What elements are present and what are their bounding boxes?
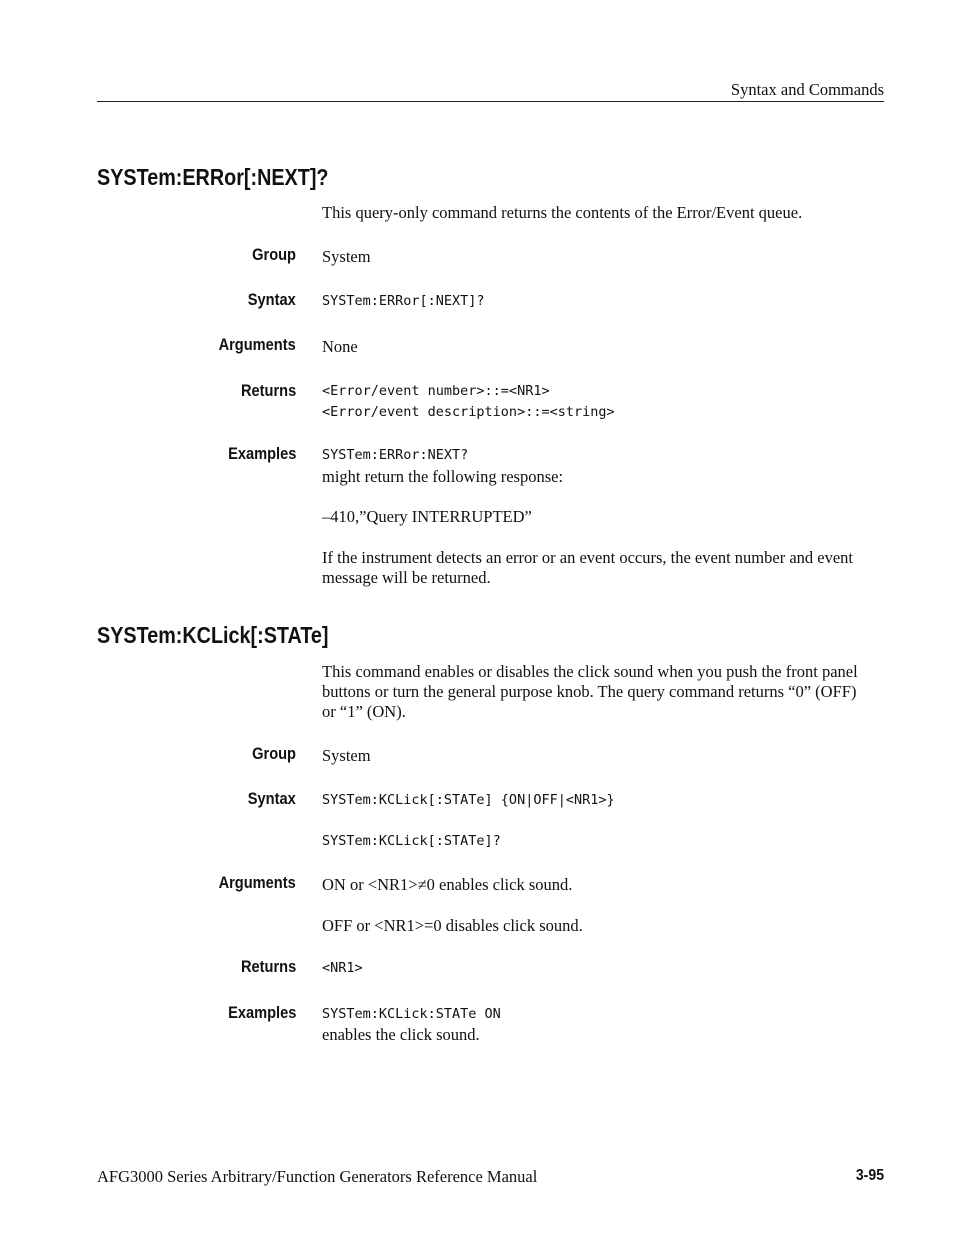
syntax-line: SYSTem:ERRor[:NEXT]? <box>322 293 485 309</box>
examples-label: Examples <box>227 1003 296 1022</box>
arguments-text: OFF or <NR1>=0 disables click sound. <box>322 916 583 935</box>
example-note: If the instrument detects an error or an event occurs, the event number and event <box>322 548 853 567</box>
command-description: buttons or turn the general purpose knob. The query command returns “0” (OFF) <box>322 682 857 701</box>
arguments-text: ON or <NR1>≠0 enables click sound. <box>322 875 573 894</box>
syntax-label: Syntax <box>248 290 296 309</box>
command-heading-error: SYSTem:ERRor[:NEXT]? <box>97 164 329 190</box>
example-code: SYSTem:KCLick:STATe ON <box>322 1006 501 1022</box>
example-code: SYSTem:ERRor:NEXT? <box>322 447 469 463</box>
arguments-label: Arguments <box>218 873 296 892</box>
command-heading-kclick: SYSTem:KCLick[:STATe] <box>97 622 329 648</box>
command-description: This command enables or disables the click sound when you push the front panel <box>322 662 858 681</box>
returns-label: Returns <box>240 381 296 400</box>
group-value: System <box>322 247 371 266</box>
returns-line: <Error/event number>::=<NR1> <box>322 383 550 399</box>
syntax-line: SYSTem:KCLick[:STATe] {ON|OFF|<NR1>} <box>322 792 615 808</box>
command-description: This query-only command returns the contents of the Error/Event queue. <box>322 203 803 222</box>
running-header: Syntax and Commands <box>730 80 884 99</box>
arguments-label: Arguments <box>218 335 296 354</box>
group-label: Group <box>252 744 296 763</box>
group-label: Group <box>252 245 296 264</box>
returns-line: <Error/event description>::=<string> <box>322 404 615 420</box>
syntax-label: Syntax <box>248 789 296 808</box>
returns-line: <NR1> <box>322 960 363 976</box>
examples-label: Examples <box>227 444 296 463</box>
page-number: 3-95 <box>855 1167 884 1184</box>
example-text: enables the click sound. <box>322 1025 480 1044</box>
syntax-line: SYSTem:KCLick[:STATe]? <box>322 833 501 849</box>
arguments-text: None <box>322 337 358 356</box>
command-description: or “1” (ON). <box>322 702 406 721</box>
example-response: –410,”Query INTERRUPTED” <box>322 507 532 526</box>
returns-label: Returns <box>240 957 296 976</box>
footer-manual-title: AFG3000 Series Arbitrary/Function Generators Reference Manual <box>97 1167 538 1186</box>
example-note: message will be returned. <box>322 568 491 587</box>
header-rule <box>97 101 884 102</box>
example-text: might return the following response: <box>322 467 564 486</box>
group-value: System <box>322 746 371 765</box>
